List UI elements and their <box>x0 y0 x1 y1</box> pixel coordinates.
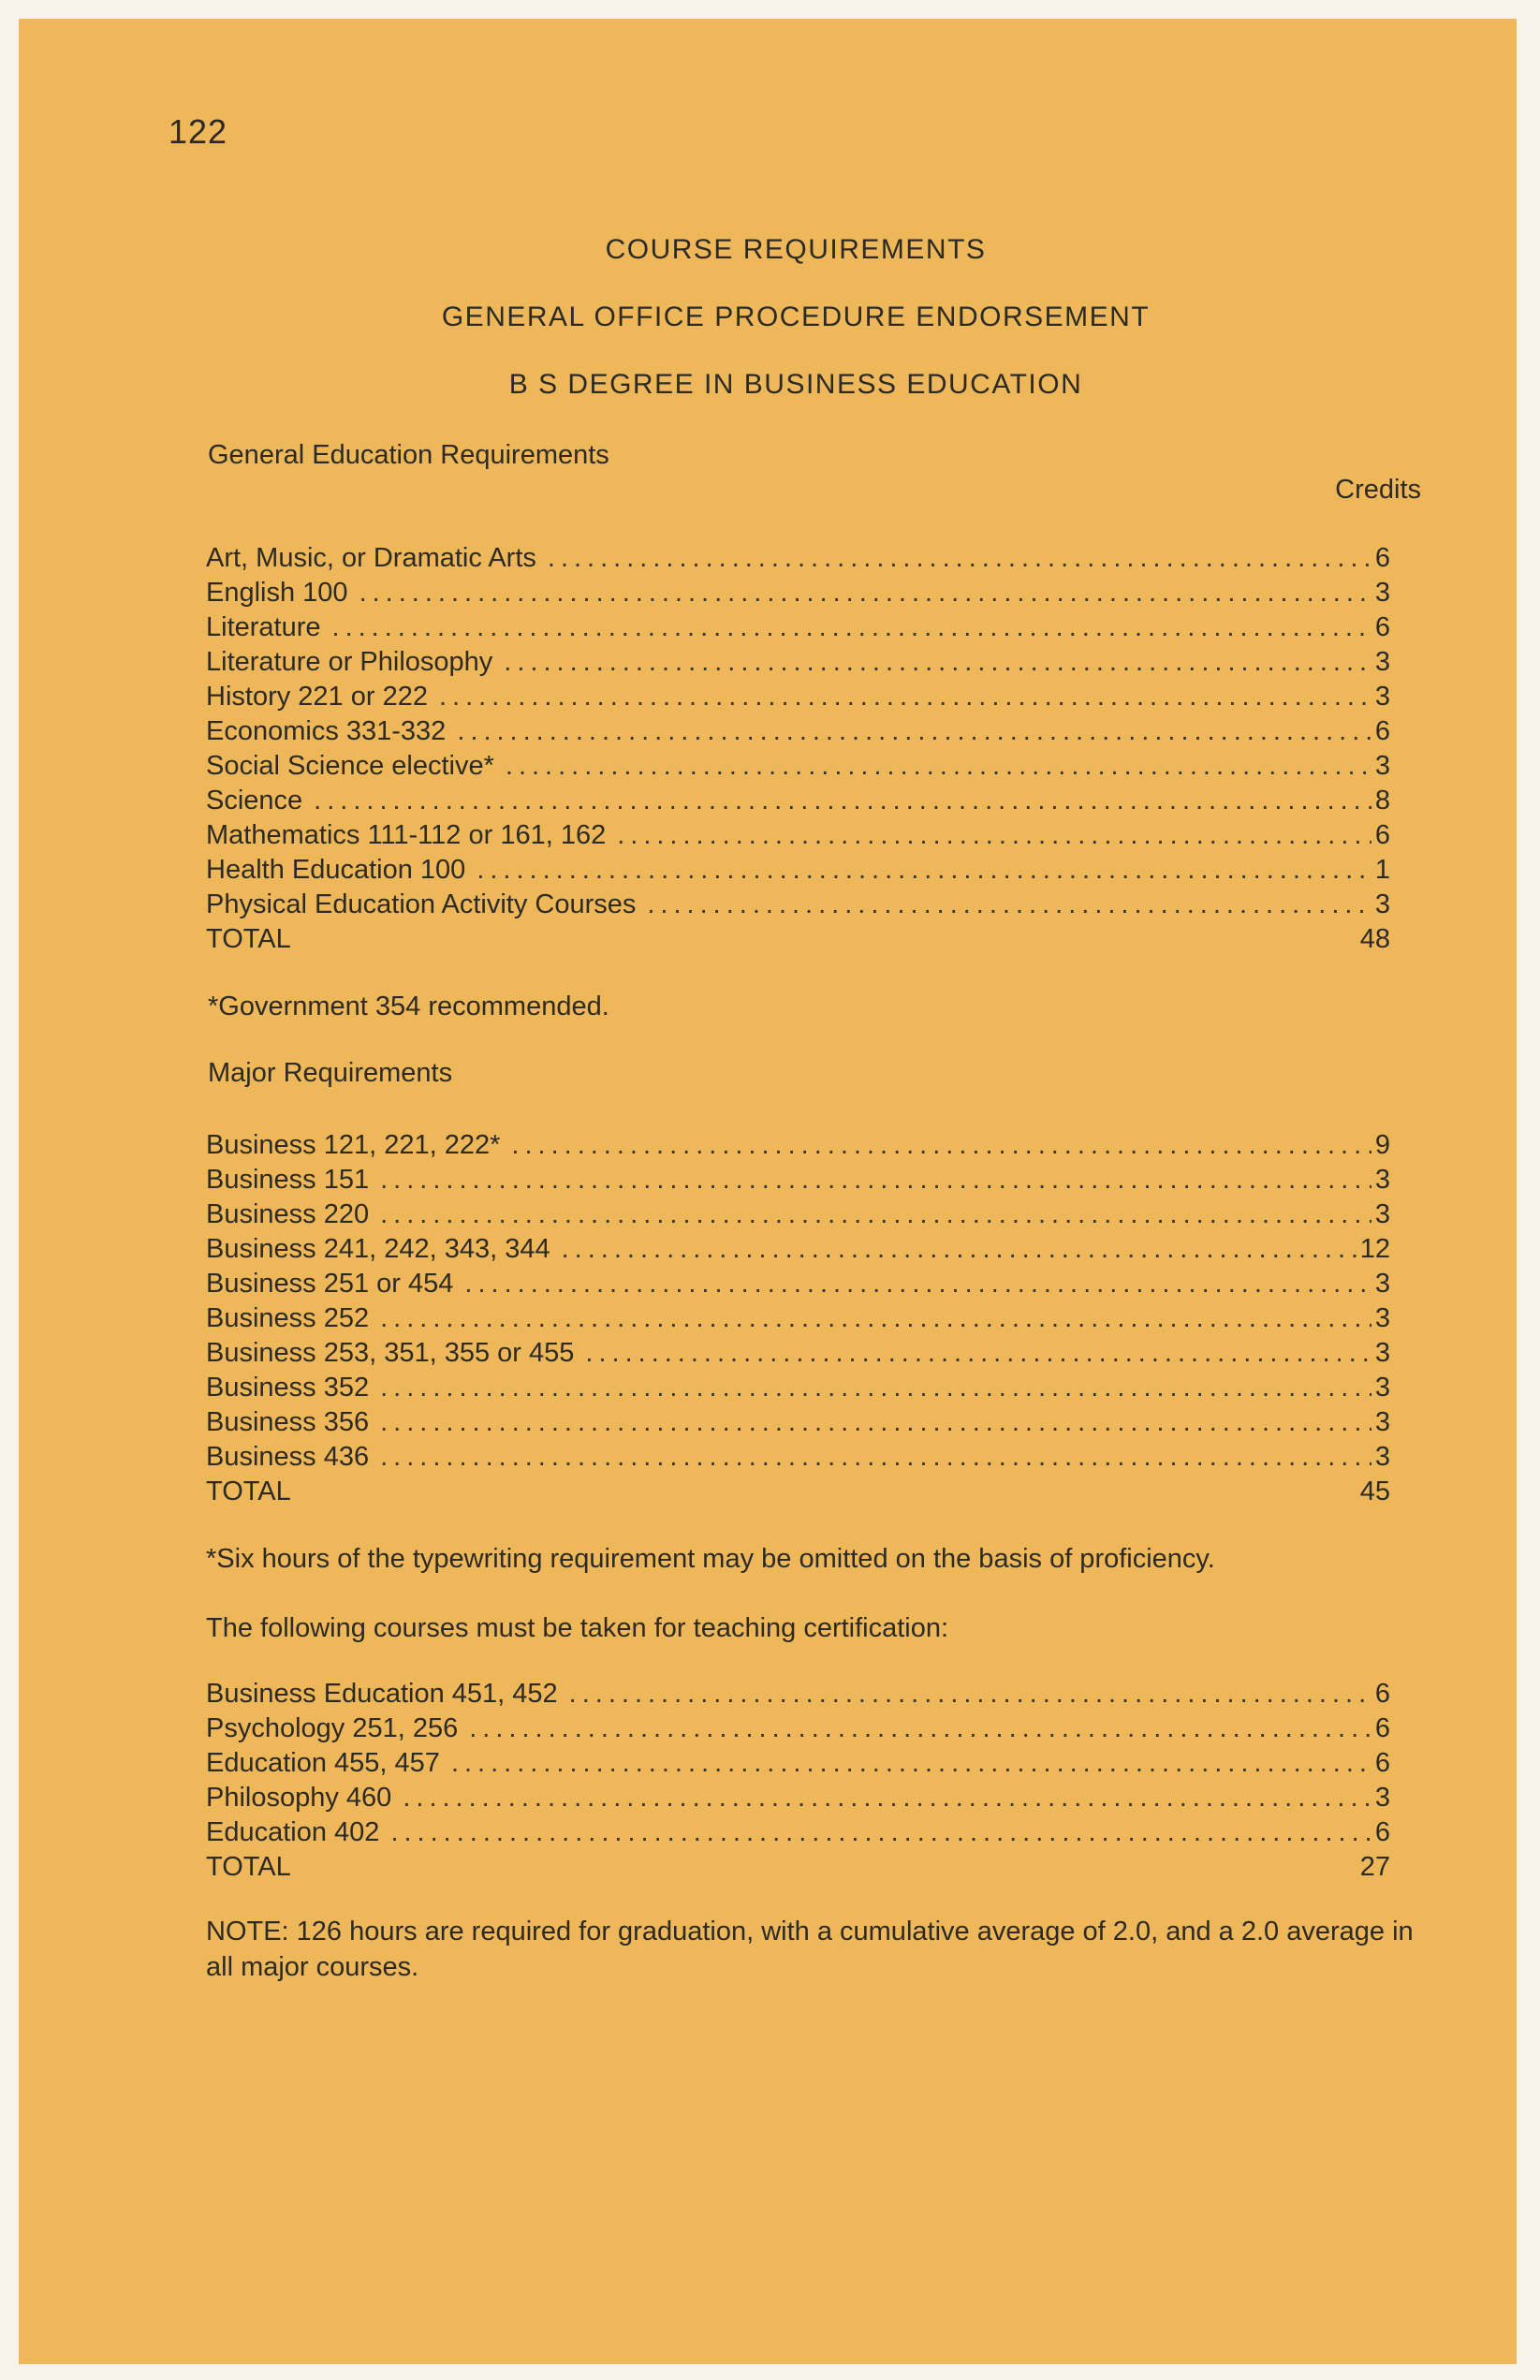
major-requirements-label: Major Requirements <box>208 1058 453 1088</box>
list-item: Economics 331-332 ..... 6 <box>206 714 1390 749</box>
credits-column-label: Credits <box>1335 475 1421 505</box>
page-number: 122 <box>169 112 228 151</box>
list-item: Business 121, 221, 222* ..... 9 <box>206 1128 1390 1163</box>
certification-intro: The following courses must be taken for teaching certification: <box>206 1613 949 1643</box>
list-item: Education 455, 457 ..... 6 <box>206 1746 1390 1781</box>
total-row: TOTAL 45 <box>206 1476 1390 1506</box>
list-item: Education 402 ..... 6 <box>206 1815 1390 1850</box>
list-item: Business 220 ..... 3 <box>206 1197 1390 1232</box>
list-item: Mathematics 111-112 or 161, 162 ..... 6 <box>206 818 1390 853</box>
major-footnote: *Six hours of the typewriting requirement may be omitted on the basis of proficiency. <box>206 1544 1215 1574</box>
certification-list <box>206 1677 1390 1885</box>
list-item: Business 352 ..... 3 <box>206 1371 1390 1405</box>
title-endorsement: GENERAL OFFICE PROCEDURE ENDORSEMENT <box>441 301 1151 332</box>
list-item: Business 252 ..... 3 <box>206 1301 1390 1336</box>
total-row: TOTAL 48 <box>206 924 1390 954</box>
list-item: Literature ..... 6 <box>206 610 1390 645</box>
major-requirements-list <box>206 1128 1390 1509</box>
list-item: Science ..... 8 <box>206 784 1390 818</box>
list-item: Business 253, 351, 355 or 455 ..... 3 <box>206 1336 1390 1371</box>
title-course-requirements: COURSE REQUIREMENTS <box>605 234 987 265</box>
list-item: Business 356 ..... 3 <box>206 1405 1390 1440</box>
list-item: English 100 ..... 3 <box>206 576 1390 610</box>
list-item: Philosophy 460 ..... 3 <box>206 1781 1390 1815</box>
list-item: Health Education 100 ..... 1 <box>206 853 1390 888</box>
list-item: Business 241, 242, 343, 344 ..... 12 <box>206 1232 1390 1267</box>
general-footnote: *Government 354 recommended. <box>208 992 609 1021</box>
list-item: Business 151 ..... 3 <box>206 1163 1390 1197</box>
graduation-note: NOTE: 126 hours are required for graduation, with a cumulative average of 2.0, and a 2.0 average in all major courses. <box>206 1917 1414 1982</box>
document-page <box>19 19 1517 2364</box>
general-education-label: General Education Requirements <box>208 440 609 470</box>
list-item: Social Science elective* ..... 3 <box>206 749 1390 784</box>
total-row: TOTAL 27 <box>206 1852 1390 1882</box>
list-item: Business Education 451, 452 ..... 6 <box>206 1677 1390 1712</box>
list-item: Literature or Philosophy ..... 3 <box>206 645 1390 680</box>
list-item: Business 436 ..... 3 <box>206 1440 1390 1475</box>
list-item: History 221 or 222 ..... 3 <box>206 680 1390 714</box>
title-degree: B S DEGREE IN BUSINESS EDUCATION <box>508 369 1083 400</box>
list-item: Psychology 251, 256 ..... 6 <box>206 1712 1390 1746</box>
list-item: Art, Music, or Dramatic Arts ..... 6 <box>206 541 1390 576</box>
list-item: Business 251 or 454 ..... 3 <box>206 1267 1390 1301</box>
list-item: Physical Education Activity Courses ..... 3 <box>206 888 1390 922</box>
general-education-list <box>206 541 1390 957</box>
